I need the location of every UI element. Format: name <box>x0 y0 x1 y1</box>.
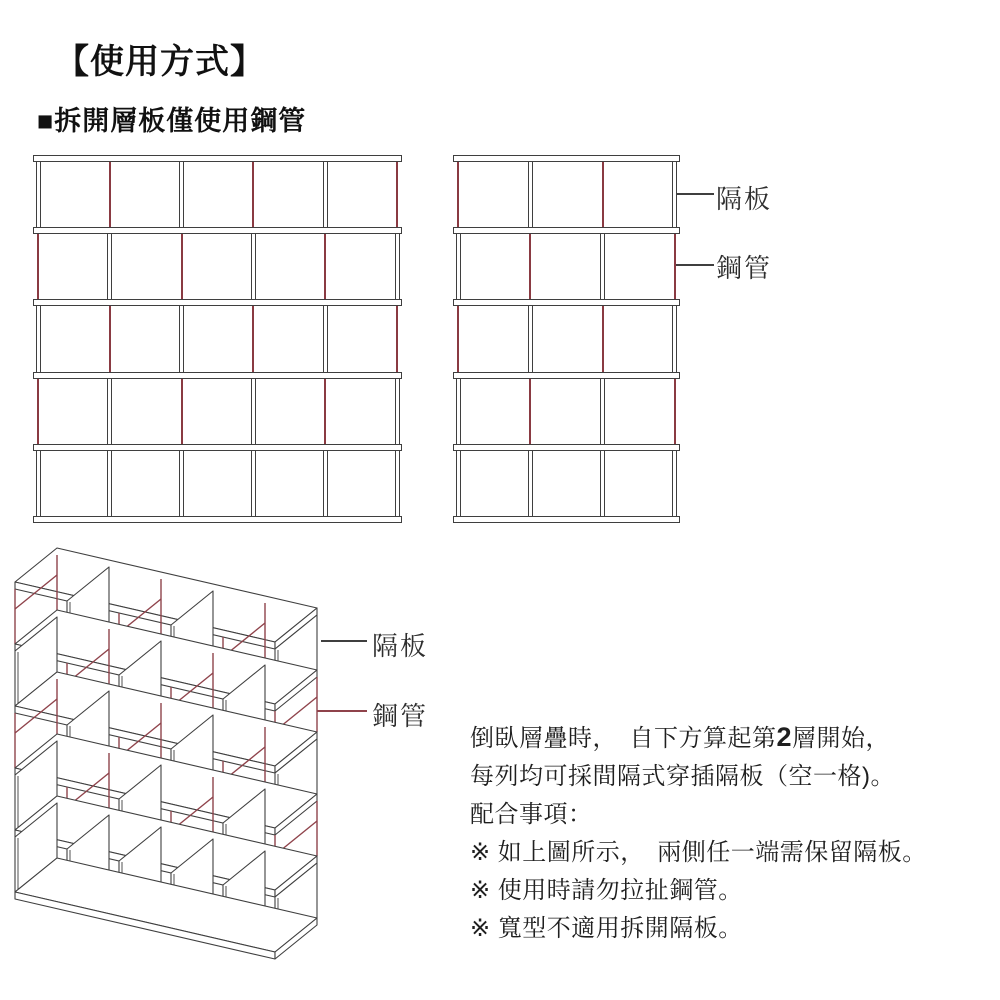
shelf-board <box>33 155 402 162</box>
note-line-2: 每列均可採間隔式穿插隔板（空一格)。 <box>470 763 895 790</box>
partition-board-line <box>323 306 328 371</box>
steel-pipe-line <box>674 379 676 444</box>
pipe-label-iso: 鋼管 <box>372 701 429 731</box>
pipe-leader-line-top <box>676 264 714 266</box>
partition-board-line <box>395 379 400 444</box>
steel-pipe-line <box>529 379 531 444</box>
shelf-row <box>458 451 675 516</box>
shelf-row <box>38 379 397 444</box>
note-line-3: 配合事項： <box>470 801 593 828</box>
shelf-row <box>458 306 675 371</box>
shelf-board <box>453 444 680 451</box>
steel-pipe-line <box>602 306 604 371</box>
shelf-board <box>33 516 402 523</box>
partition-board-line <box>323 451 328 516</box>
shelf-row <box>458 379 675 444</box>
steel-pipe-line <box>37 234 39 299</box>
partition-board-line <box>36 306 41 371</box>
partition-board-line <box>107 234 112 299</box>
partition-label-top: 隔板 <box>716 184 773 214</box>
partition-board-line <box>600 234 605 299</box>
shelf-board <box>33 227 402 234</box>
steel-pipe-line <box>252 306 254 371</box>
partition-board-line <box>395 234 400 299</box>
shelf-board <box>33 444 402 451</box>
steel-pipe-line <box>602 162 604 227</box>
partition-board-line <box>179 306 184 371</box>
shelf-board <box>33 299 402 306</box>
steel-pipe-line <box>674 234 676 299</box>
partition-board-line <box>179 162 184 227</box>
partition-board-line <box>456 451 461 516</box>
partition-board-line <box>672 451 677 516</box>
steel-pipe-line <box>37 379 39 444</box>
shelf-row <box>38 234 397 299</box>
partition-leader-line-iso <box>321 640 367 642</box>
partition-board-line <box>36 162 41 227</box>
shelf-board <box>453 299 680 306</box>
partition-board-line <box>672 306 677 371</box>
shelf-board <box>33 372 402 379</box>
partition-board-line <box>600 451 605 516</box>
steel-pipe-line <box>396 162 398 227</box>
steel-pipe-line <box>109 162 111 227</box>
page-title: 【使用方式】 <box>55 43 265 81</box>
steel-pipe-line <box>181 379 183 444</box>
partition-board-line <box>456 379 461 444</box>
note-paragraph <box>470 718 990 948</box>
flat-grid-left <box>33 155 402 523</box>
note-layer-number: 2 <box>776 722 793 752</box>
shelf-board <box>453 516 680 523</box>
note-line-5: ※ 使用時請勿拉扯鋼管。 <box>470 877 743 904</box>
steel-pipe-line <box>396 306 398 371</box>
shelf-row <box>38 451 397 516</box>
steel-pipe-line <box>252 162 254 227</box>
steel-pipe-line <box>457 306 459 371</box>
isometric-shelf-drawing <box>0 540 480 1000</box>
partition-board-line <box>107 379 112 444</box>
shelf-board <box>453 227 680 234</box>
partition-board-line <box>323 162 328 227</box>
partition-board-line <box>179 451 184 516</box>
partition-board-line <box>251 234 256 299</box>
note-line-1: 倒臥層疊時， 自下方算起第2層開始， <box>470 722 891 752</box>
shelf-board <box>453 155 680 162</box>
steel-pipe-line <box>324 379 326 444</box>
pipe-leader-line-iso <box>317 710 367 712</box>
partition-label-iso: 隔板 <box>372 631 429 661</box>
pipe-label-top: 鋼管 <box>716 253 773 283</box>
partition-board-line <box>251 379 256 444</box>
steel-pipe-line <box>324 234 326 299</box>
partition-board-line <box>107 451 112 516</box>
shelf-row <box>458 162 675 227</box>
flat-grid-right <box>453 155 680 523</box>
steel-pipe-line <box>529 234 531 299</box>
note-line-4: ※ 如上圖所示， 兩側任一端需保留隔板。 <box>470 839 927 866</box>
steel-pipe-line <box>457 162 459 227</box>
partition-board-line <box>251 451 256 516</box>
note-line-6: ※ 寬型不適用拆開隔板。 <box>470 915 743 942</box>
shelf-row <box>38 162 397 227</box>
partition-board-line <box>36 451 41 516</box>
partition-board-line <box>528 162 533 227</box>
partition-board-line <box>600 379 605 444</box>
shelf-board <box>453 372 680 379</box>
partition-board-line <box>456 234 461 299</box>
shelf-row <box>458 234 675 299</box>
steel-pipe-line <box>109 306 111 371</box>
steel-pipe-line <box>181 234 183 299</box>
partition-board-line <box>528 306 533 371</box>
partition-board-line <box>528 451 533 516</box>
partition-leader-line-top <box>676 193 714 195</box>
section-heading: ■拆開層板僅使用鋼管 <box>37 106 307 136</box>
shelf-row <box>38 306 397 371</box>
partition-board-line <box>395 451 400 516</box>
